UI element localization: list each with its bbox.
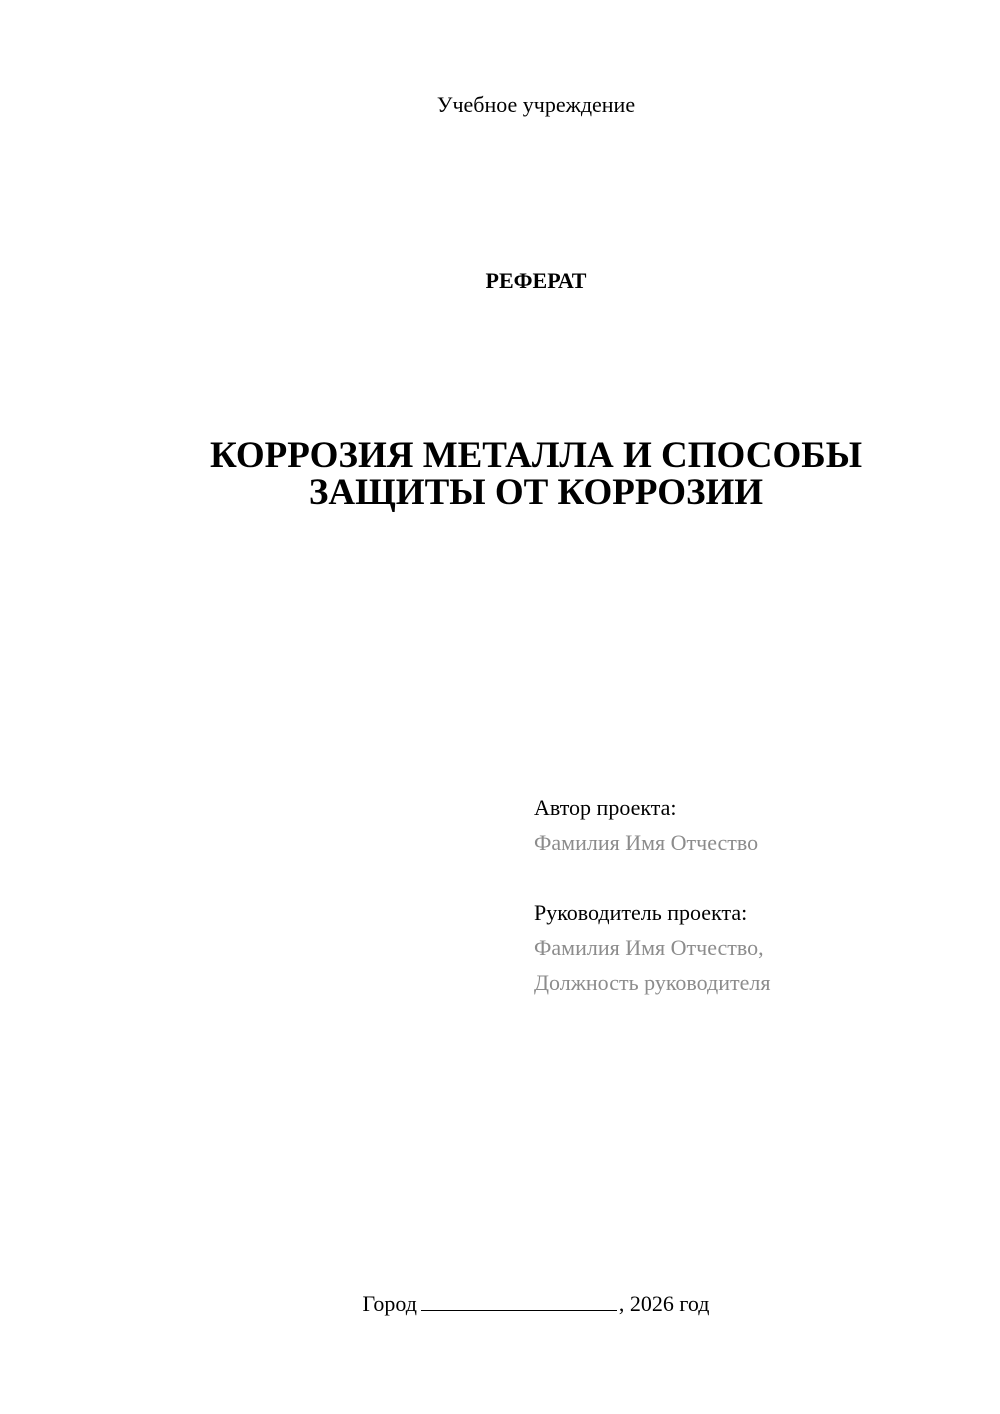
city-blank-field (421, 1290, 617, 1311)
city-year-line (0, 1290, 1000, 1318)
institution-name: Учебное учреждение (436, 92, 636, 117)
title-line-1: КОРРОЗИЯ МЕТАЛЛА И СПОСОБЫ (209, 435, 863, 476)
credits-block (534, 790, 770, 1000)
document-title (0, 437, 1000, 511)
year-text: , 2026 год (618, 1291, 710, 1316)
supervisor-label: Руководитель проекта: (534, 900, 748, 925)
credits-spacer (534, 860, 770, 895)
document-type: РЕФЕРАТ (485, 268, 587, 293)
author-label: Автор проекта: (534, 795, 677, 820)
author-name: Фамилия Имя Отчество (534, 830, 759, 855)
supervisor-position: Должность руководителя (534, 970, 771, 995)
city-label: Город (362, 1291, 417, 1316)
title-line-2: ЗАЩИТЫ ОТ КОРРОЗИИ (308, 472, 764, 513)
supervisor-name: Фамилия Имя Отчество, (534, 935, 764, 960)
